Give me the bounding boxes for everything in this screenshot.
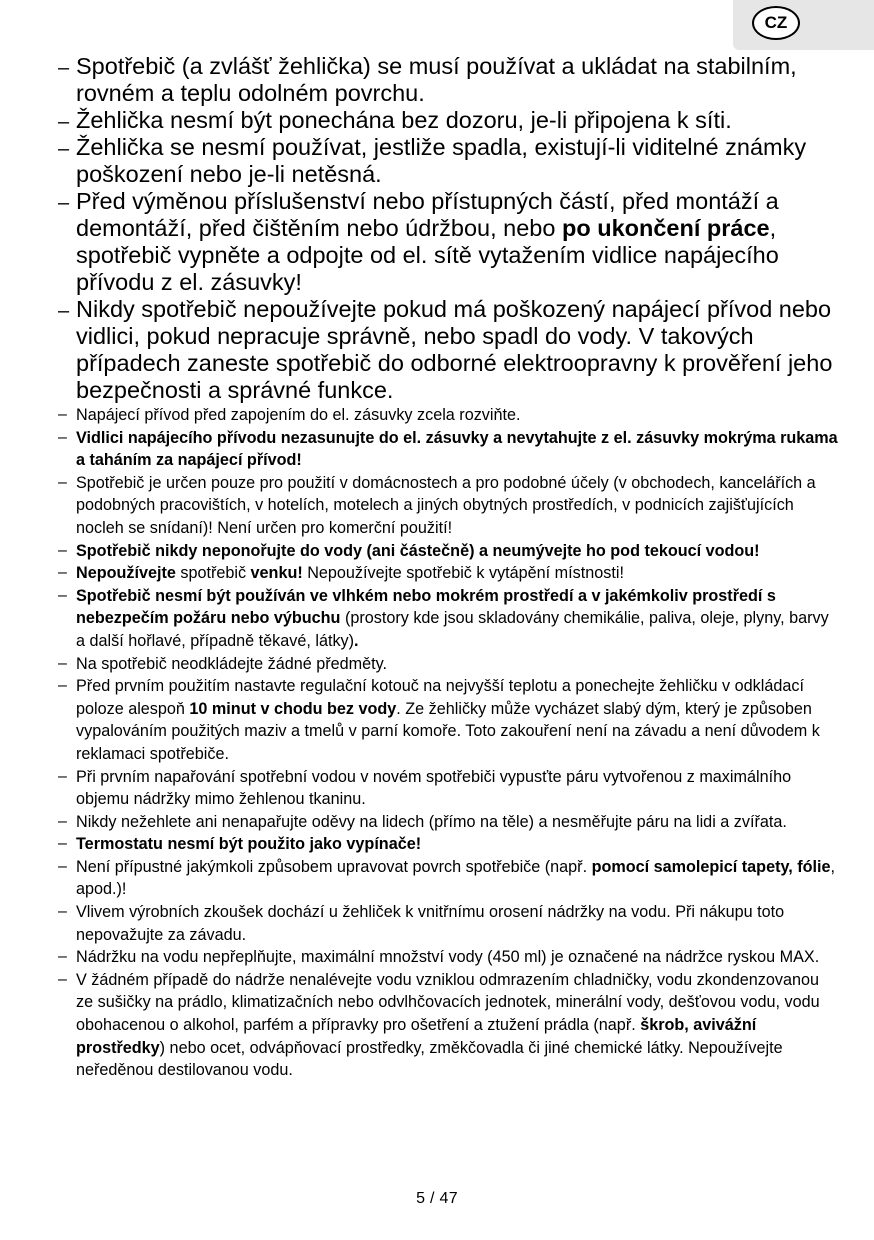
bold-text-run: Spotřebič nikdy neponořujte do vody (ani částečně) a neumývejte ho pod tekoucí vodou! [76,541,760,560]
list-bullet-dash: – [58,835,67,853]
text-run: Napájecí přívod před zapojením do el. zásuvky zcela rozviňte. [76,406,521,424]
text-run: Na spotřebič neodkládejte žádné předměty. [76,654,388,673]
list-item [58,134,838,188]
list-bullet-dash: – [58,767,67,785]
list-bullet-dash: – [58,903,67,921]
page-number: 5 / 47 [416,1190,458,1207]
text-run: , apod.)! [76,857,836,899]
text-run: V žádném případě do nádrže nenalévejte vodu vzniklou odmrazením chladničky, vodu zkondenzovanou ze sušičky na prádlo, klimatizačních nebo odvlhčovacích jednotek, minerální vody, dešťovou vodu, vodu obohacenou o alkohol, parfém a přípravky pro ošetření a ztužení prádla (např. [76,970,820,1035]
list-item [58,653,838,676]
list-bullet-dash: – [58,192,70,214]
list-item [58,585,838,653]
bold-text-run: Termostatu nesmí být použito jako vypínače! [76,835,422,854]
list-item [58,766,838,811]
bold-text-run: venku! [250,564,303,583]
list-item [58,811,838,834]
list-bullet-dash: – [58,677,67,695]
list-bullet-dash: – [58,111,70,133]
text-run: Nikdy spotřebič nepoužívejte pokud má poškozený napájecí přívod nebo vidlici, pokud nepracuje správně, nebo spadl do vody. V takových případech zaneste spotřebič do odborné elektroopravny k prověření jeho bezpečnosti a správné funkce. [76,296,833,403]
text-run: Před výměnou příslušenství nebo přístupných částí, před montáží a demontáží, před čištěním nebo údržbou, nebo [76,188,779,241]
text-run: Žehlička se nesmí používat, jestliže spadla, existují-li viditelné známky poškození nebo je-li netěsná. [76,134,807,187]
text-run: Není přípustné jakýmkoli způsobem upravovat povrch spotřebiče (např. [76,857,592,876]
bold-text-run: škrob, avivážní prostředky [76,1016,757,1057]
text-run: (prostory kde jsou skladovány chemikálie, paliva, oleje, plyny, barvy a další hořlavé, případně těkavé, látky) [76,609,829,650]
list-bullet-dash: – [58,970,67,988]
list-item [58,53,838,107]
list-bullet-dash: – [58,564,67,582]
language-badge: CZ [752,6,800,40]
list-item [58,856,838,901]
list-item [58,107,838,134]
list-item [58,833,838,856]
bold-text-run: . [354,631,359,650]
list-item [58,969,838,1082]
list-bullet-dash: – [58,812,67,830]
list-bullet-dash: – [58,948,67,966]
text-run: . Ze žehličky může vycházet slabý dým, který je způsoben vypalováním použitých maziv a tmelů v parní komoře. Toto zakouření není na závadu a není důvodem k reklamaci spotřebiče. [76,699,820,763]
text-run: Spotřebič je určen pouze pro použití v domácnostech a pro podobné účely (v obchodech, kancelářích a podobných pracovištích, v hotelích, motelech a jiných obytných prostředích, v podnicích zajišťujících nocleh se snídaní)! Není určen pro komerční použití! [76,473,816,537]
list-item [58,427,838,472]
list-item [58,540,838,563]
list-item [58,675,838,765]
bold-text-run: Vidlici napájecího přívodu nezasunujte do el. zásuvky a nevytahujte z el. zásuvky mokrýma rukama a taháním za napájecí přívod! [76,428,838,470]
list-item [58,472,838,540]
safety-instructions-list [58,53,838,1082]
text-run: Před prvním použitím nastavte regulační kotouč na nejvyšší teplotu a ponechejte žehličku v odkládací poloze alespoň [76,677,804,718]
list-bullet-dash: – [58,541,67,559]
list-item [58,404,838,427]
list-bullet-dash: – [58,586,67,604]
list-item [58,946,838,969]
list-item [58,901,838,946]
text-run: , spotřebič vypněte a odpojte od el. sítě vytažením vidlice napájecího přívodu z el. zásuvky! [76,215,779,295]
list-item [58,188,838,296]
text-run: Spotřebič (a zvlášť žehlička) se musí používat a ukládat na stabilním, rovném a teplu odolném povrchu. [76,53,797,106]
bold-text-run: po ukončení práce [561,215,770,241]
bold-text-run: Nepoužívejte [76,564,176,583]
list-bullet-dash: – [58,57,70,79]
list-bullet-dash: – [58,428,67,446]
text-run: ) nebo ocet, odvápňovací prostředky, změkčovadla či jiné chemické látky. Nepoužívejte neředěnou destilovanou vodu. [76,1038,783,1080]
text-run: Žehlička nesmí být ponechána bez dozoru, je-li připojena k síti. [76,107,732,133]
bold-text-run: pomocí samolepicí tapety, fólie [591,857,831,876]
language-tab [733,0,874,50]
list-bullet-dash: – [58,406,67,423]
text-run: spotřebič [175,564,251,583]
list-item [58,562,838,585]
list-bullet-dash: – [58,300,70,322]
list-bullet-dash: – [58,473,67,491]
text-run: Vlivem výrobních zkoušek dochází u žehliček k vnitřnímu orosení nádržky na vodu. Při nákupu toto nepovažujte za závadu. [76,903,785,944]
list-bullet-dash: – [58,138,70,160]
text-run: Nádržku na vodu nepřeplňujte, maximální množství vody (450 ml) je označené na nádržce ryskou MAX. [76,948,820,967]
list-bullet-dash: – [58,654,67,672]
list-bullet-dash: – [58,857,67,875]
bold-text-run: 10 minut v chodu bez vody [189,699,397,718]
text-run: Nepoužívejte spotřebič k vytápění místnosti! [302,564,624,583]
bold-text-run: Spotřebič nesmí být používán ve vlhkém nebo mokrém prostředí a v jakémkoliv prostředí s nebezpečím požáru nebo výbuchu [76,586,776,628]
list-item [58,296,838,404]
text-run: Nikdy nežehlete ani nenapařujte oděvy na lidech (přímo na těle) a nesměřujte páru na lidi a zvířata. [76,812,787,831]
text-run: Při prvním napařování spotřební vodou v novém spotřebiči vypusťte páru vytvořenou z maximálního objemu nádržky mimo žehlenou tkaninu. [76,767,792,809]
